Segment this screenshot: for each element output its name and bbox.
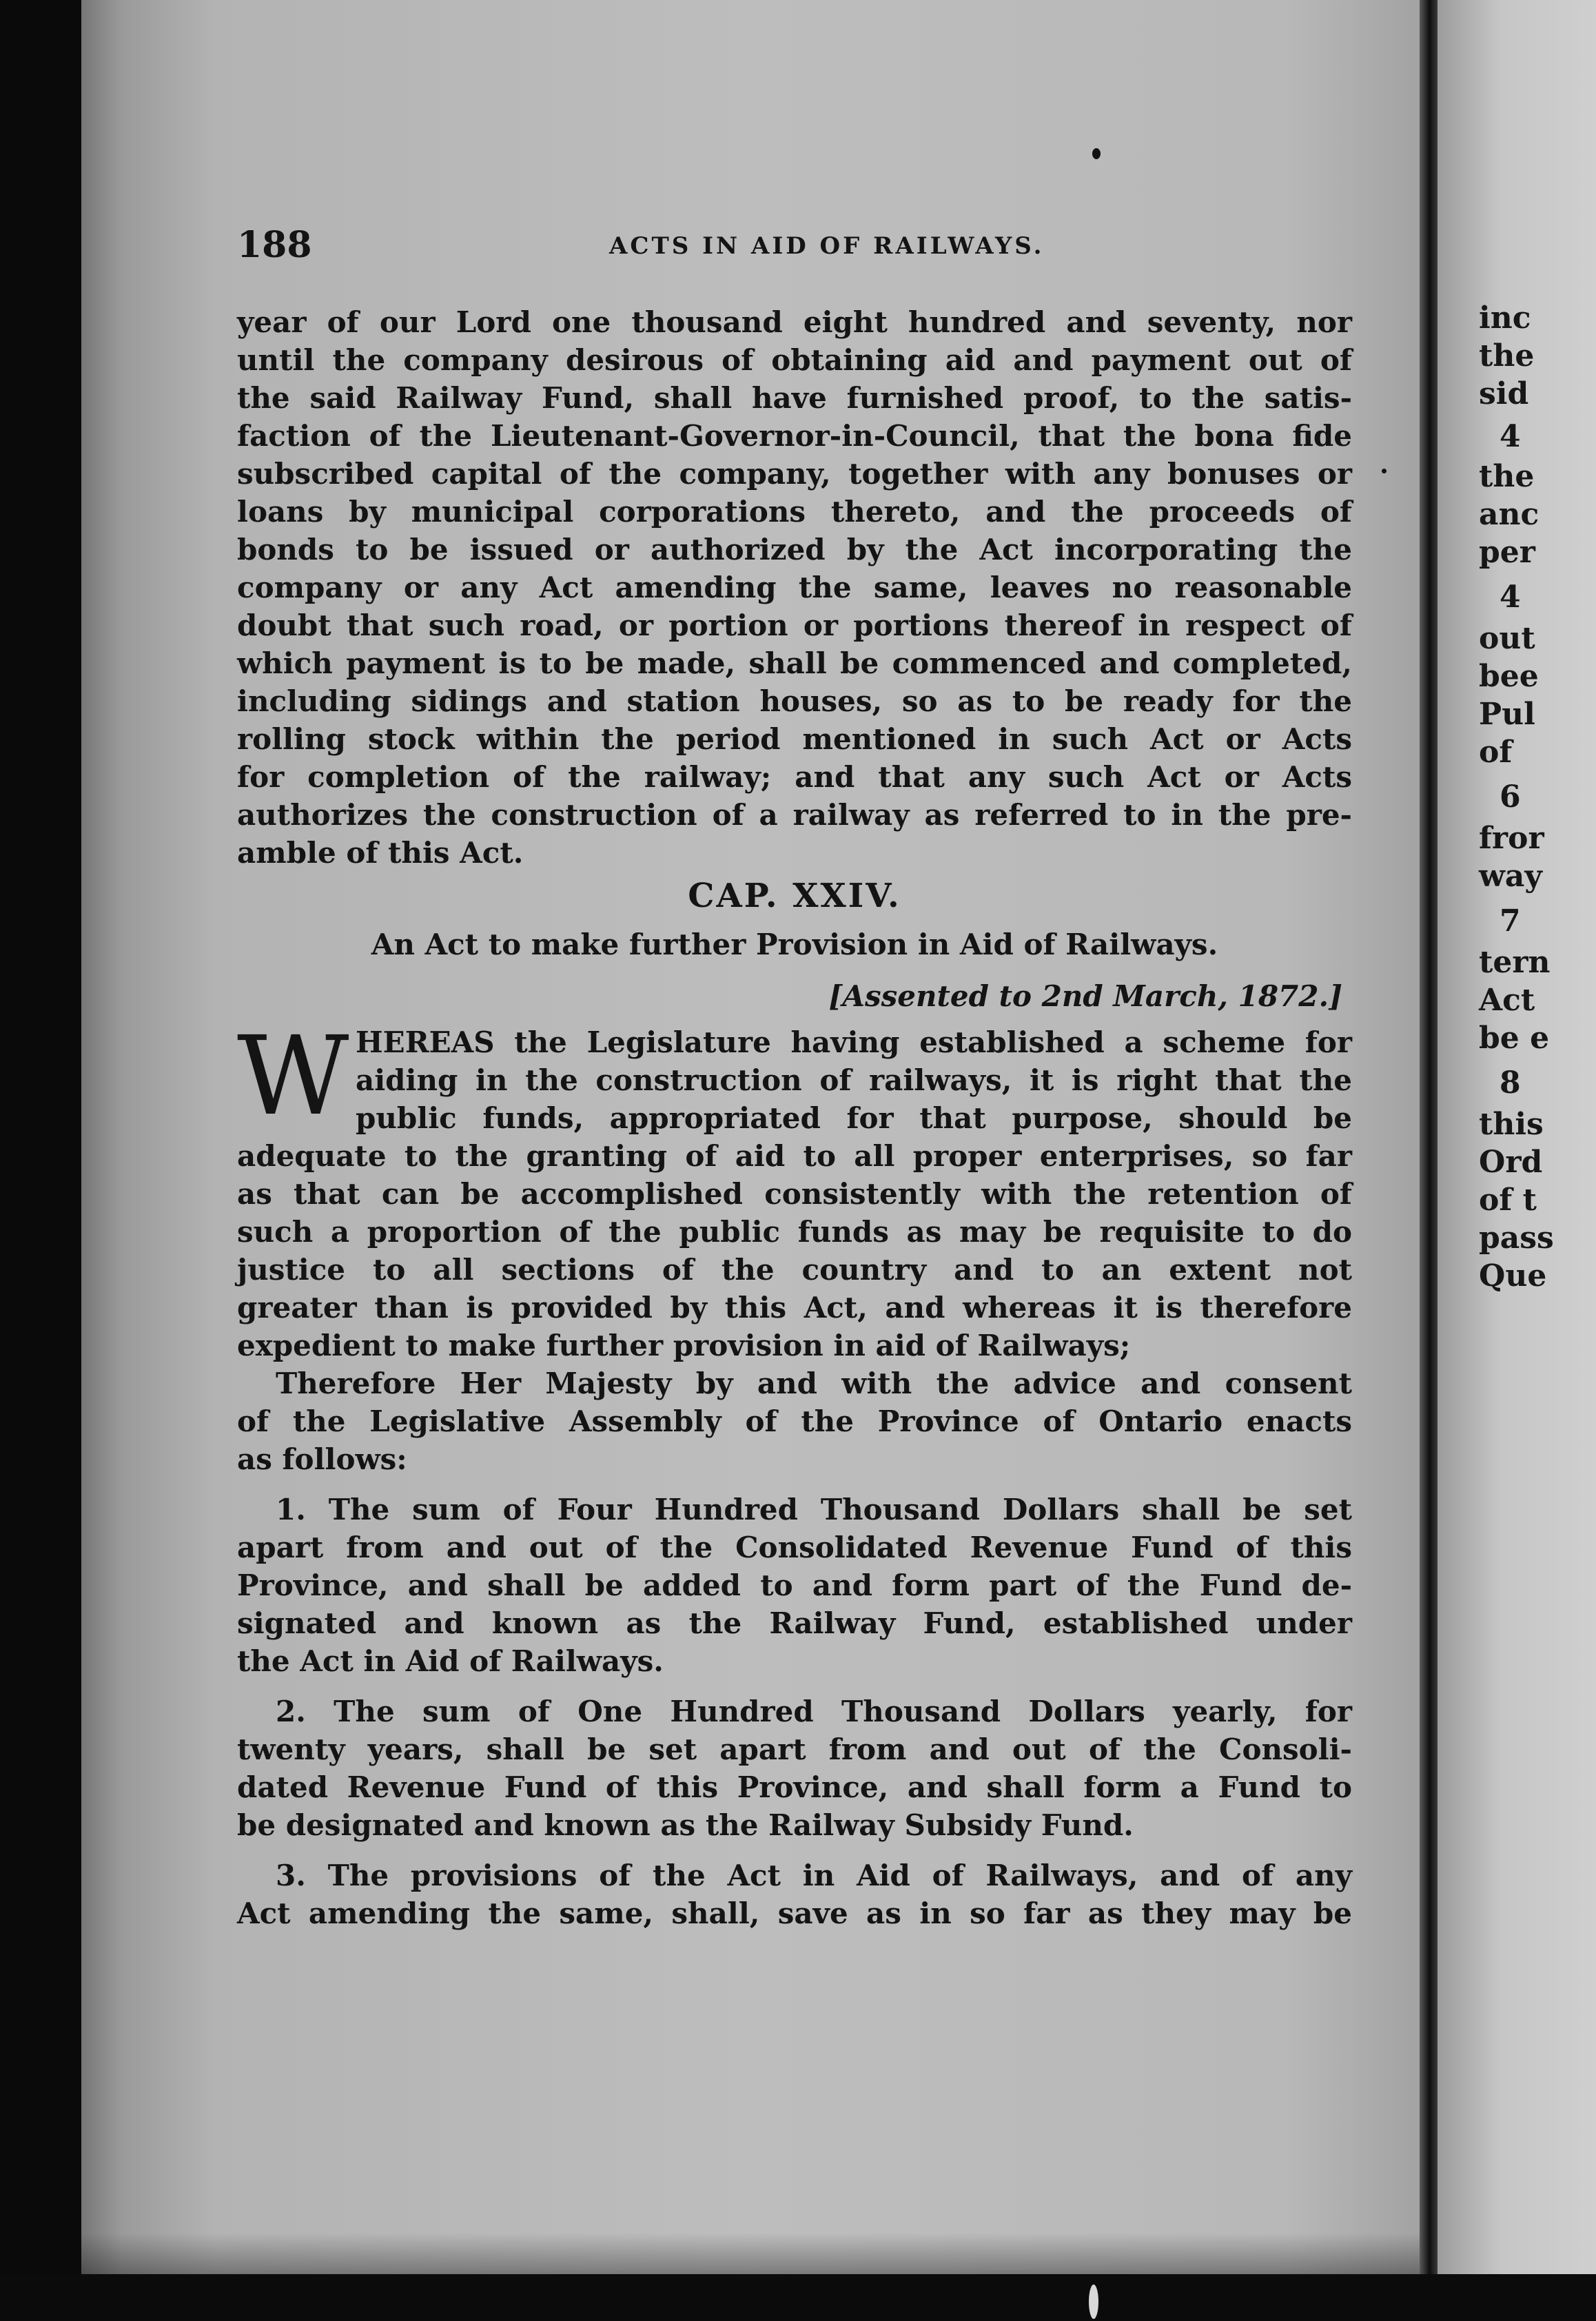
- text-line: doubt that such road, or portion or portions thereof in respect of: [237, 609, 1352, 642]
- facing-page: [1438, 0, 1596, 2274]
- film-border-left: [0, 0, 81, 2321]
- section-number: 2.: [276, 1695, 306, 1728]
- facing-fragment: the: [1479, 459, 1535, 494]
- section-number: 3.: [276, 1859, 306, 1892]
- text-line: Province, and shall be added to and form part of the Fund de-: [237, 1568, 1352, 1602]
- section-2-first-line: [237, 1693, 1352, 1730]
- facing-fragment: out: [1479, 621, 1535, 656]
- facing-fragment: 6: [1500, 779, 1521, 815]
- text-line: which payment is to be made, shall be commenced and completed,: [237, 646, 1352, 680]
- text-line: the said Railway Fund, shall have furnished proof, to the satis-: [237, 381, 1352, 415]
- facing-fragment: Pul: [1479, 697, 1535, 732]
- section-3-first-line: [237, 1857, 1352, 1894]
- text-line: as that can be accomplished consistently with the retention of: [237, 1177, 1352, 1211]
- text-line: loans by municipal corporations thereto, and the proceeds of: [237, 495, 1352, 529]
- facing-fragment: 8: [1500, 1065, 1521, 1101]
- facing-fragment: 7: [1500, 903, 1521, 939]
- page-shadow: [81, 2233, 1420, 2274]
- facing-fragment: per: [1479, 535, 1535, 570]
- text-line: rolling stock within the period mentioned in such Act or Acts: [237, 722, 1352, 756]
- text-line: twenty years, shall be set apart from and out of the Consoli-: [237, 1732, 1352, 1766]
- text-line: of the Legislative Assembly of the Province of Ontario enacts: [237, 1404, 1352, 1438]
- text-line: HEREAS the Legislature having established a scheme for: [356, 1025, 1352, 1059]
- text-line: company or any Act amending the same, leaves no reasonable: [237, 571, 1352, 604]
- facing-fragment: Ord: [1479, 1145, 1543, 1180]
- text-line: authorizes the construction of a railway as referred to in the pre-: [237, 798, 1352, 832]
- facing-fragment: fror: [1479, 821, 1544, 856]
- film-scratch: [1089, 2284, 1098, 2319]
- text-line: public funds, appropriated for that purpose, should be: [356, 1101, 1352, 1135]
- facing-fragment: inc: [1479, 300, 1531, 336]
- text-line: justice to all sections of the country and to an extent not: [237, 1253, 1352, 1287]
- assent-date: [Assented to 2nd March, 1872.]: [828, 979, 1342, 1013]
- text-line: such a proportion of the public funds as may be requisite to do: [237, 1215, 1352, 1249]
- facing-fragment: of: [1479, 735, 1513, 770]
- facing-fragment: tern: [1479, 945, 1551, 980]
- section-text: The sum of Four Hundred Thousand Dollars shall be set: [328, 1493, 1353, 1526]
- text-line: until the company desirous of obtaining aid and payment out of: [237, 343, 1352, 377]
- drop-cap: W: [237, 1013, 349, 1140]
- text-line: greater than is provided by this Act, and whereas it is therefore: [237, 1291, 1352, 1325]
- facing-fragment: the: [1479, 338, 1535, 374]
- facing-fragment: pass: [1479, 1220, 1554, 1256]
- facing-fragment: Act: [1479, 983, 1535, 1018]
- section-text: The sum of One Hundred Thousand Dollars yearly, for: [334, 1695, 1352, 1728]
- section-text: The provisions of the Act in Aid of Railways, and of any: [327, 1859, 1352, 1892]
- text-line: the Act in Aid of Railways.: [237, 1644, 664, 1678]
- preamble: [237, 1013, 1352, 1364]
- text-line: as follows:: [237, 1442, 407, 1476]
- text-line: dated Revenue Fund of this Province, and shall form a Fund to: [237, 1770, 1352, 1804]
- facing-fragment: 4: [1500, 419, 1521, 454]
- text-line: adequate to the granting of aid to all proper enterprises, so far: [237, 1139, 1352, 1173]
- facing-fragment: sid: [1479, 376, 1529, 411]
- facing-fragment: this: [1479, 1107, 1544, 1142]
- text-line: Therefore Her Majesty by and with the advice and consent: [276, 1367, 1352, 1400]
- text-line: including sidings and station houses, so as to be ready for the: [237, 684, 1352, 718]
- section-1-first-line: [237, 1491, 1352, 1528]
- section-number: 1.: [276, 1493, 306, 1526]
- facing-fragment: of t: [1479, 1183, 1537, 1218]
- text-line: signated and known as the Railway Fund, established under: [237, 1606, 1352, 1640]
- text-line: faction of the Lieutenant-Governor-in-Council, that the bona fide: [237, 419, 1352, 453]
- film-border-bottom: [0, 2274, 1596, 2321]
- facing-fragment: way: [1479, 859, 1542, 894]
- text-line: expedient to make further provision in aid of Railways;: [237, 1329, 1131, 1362]
- facing-fragment: Que: [1479, 1258, 1547, 1294]
- facing-fragment: 4: [1500, 580, 1521, 615]
- chapter-heading: CAP. XXIV.: [688, 877, 901, 915]
- text-line: bonds to be issued or authorized by the Act incorporating the: [237, 533, 1352, 566]
- text-line: apart from and out of the Consolidated Revenue Fund of this: [237, 1531, 1352, 1564]
- facing-fragment: anc: [1479, 497, 1539, 532]
- dust-speck: [1092, 148, 1101, 159]
- text-line: be designated and known as the Railway Subsidy Fund.: [237, 1808, 1134, 1842]
- dust-speck: [1382, 469, 1387, 473]
- running-title: ACTS IN AID OF RAILWAYS.: [609, 232, 1045, 260]
- text-line: subscribed capital of the company, together with any bonuses or: [237, 457, 1352, 491]
- text-line: aiding in the construction of railways, it is right that the: [356, 1063, 1352, 1097]
- text-line: Act amending the same, shall, save as in so far as they may be: [237, 1896, 1352, 1930]
- facing-fragment: bee: [1479, 659, 1539, 694]
- book-gutter: [1420, 0, 1438, 2274]
- page-body: [237, 303, 1352, 1932]
- page-number: 188: [237, 224, 312, 266]
- facing-fragment: be e: [1479, 1021, 1550, 1056]
- text-line: for completion of the railway; and that any such Act or Acts: [237, 760, 1352, 794]
- act-title: An Act to make further Provision in Aid of Railways.: [371, 928, 1218, 961]
- text-line: amble of this Act.: [237, 836, 524, 870]
- text-line: year of our Lord one thousand eight hundred and seventy, nor: [237, 305, 1352, 339]
